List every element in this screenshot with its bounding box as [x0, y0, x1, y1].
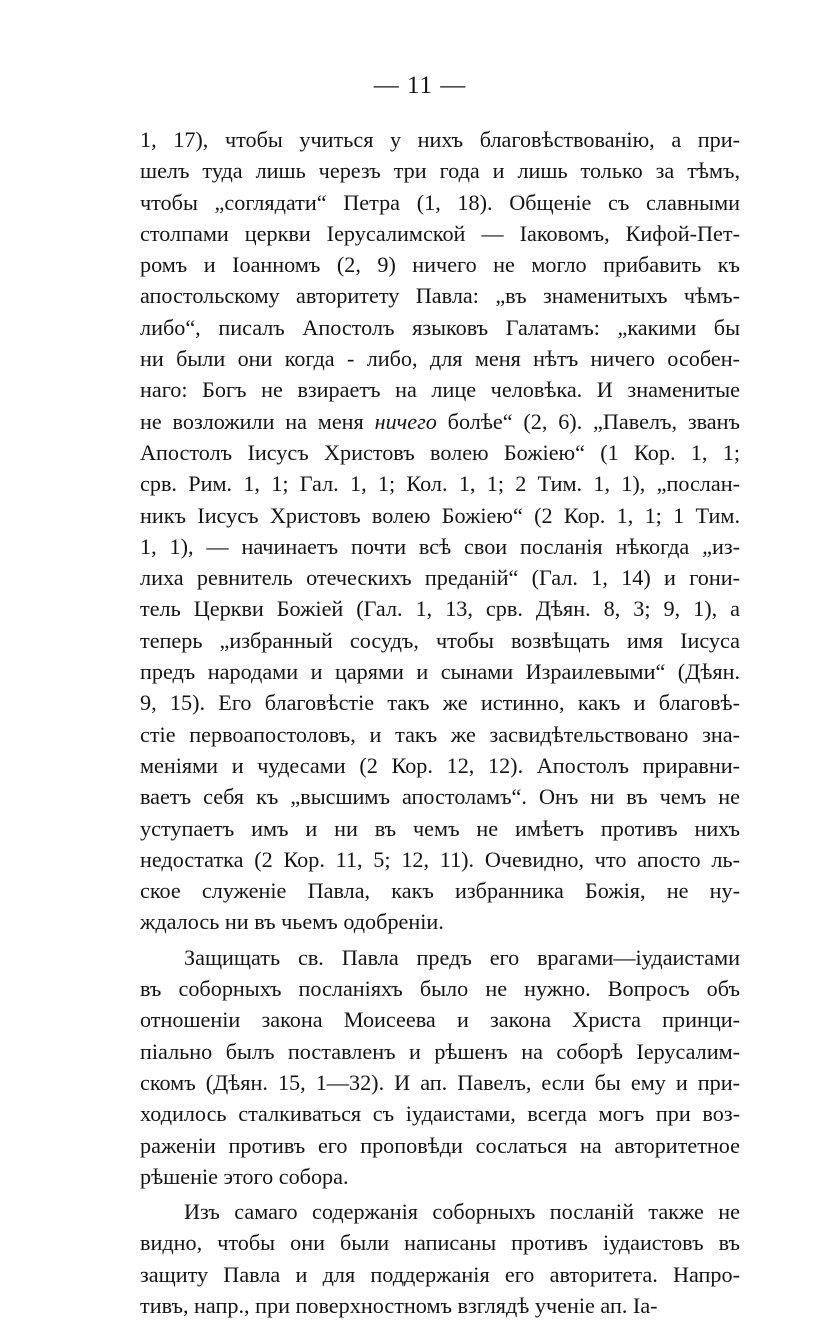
text-line: Изъ самаго содержанія соборныхъ посланій также не — [184, 1199, 740, 1225]
text-line: недостатка (2 Кор. 11, 5; 12, 11). Очевидно, что апосто ль- — [140, 846, 740, 872]
text-line: рѣшеніе этого собора. — [140, 1163, 349, 1189]
text-line: не возложили на меня ничего болѣе“ (2, 6). „Павелъ, званъ — [140, 408, 740, 434]
text-line: ваетъ себя къ „высшимъ апостоламъ“. Онъ ни въ чемъ не — [140, 784, 740, 810]
text-line: Защищать св. Павла предъ его врагами—іудаистами — [184, 944, 740, 970]
text-line: теперь „избранный сосудъ, чтобы возвѣщать имя Іисуса — [140, 627, 740, 653]
text-line: 1, 1), — начинаетъ почти всѣ свои посланія нѣкогда „из- — [140, 533, 740, 559]
text-line: піально былъ поставленъ и рѣшенъ на соборѣ Іерусалим- — [140, 1038, 740, 1064]
text-line: ходилось сталкиваться съ іудаистами, всегда могъ при воз- — [140, 1101, 740, 1127]
text-line: никъ Іисусъ Христовъ волею Божіею“ (2 Кор. 1, 1; 1 Тим. — [140, 502, 740, 528]
text-line: раженіи противъ его проповѣди сослаться на авторитетное — [140, 1132, 740, 1158]
body-text — [140, 124, 740, 1321]
paragraph — [140, 1196, 740, 1321]
text-line: срв. Рим. 1, 1; Гал. 1, 1; Кол. 1, 1; 2 Тим. 1, 1), „послан- — [140, 471, 740, 497]
text-line: защиту Павла и для поддержанія его авторитета. Напро- — [140, 1261, 740, 1287]
text-line: 9, 15). Его благовѣстіе такъ же истинно, какъ и благовѣ- — [140, 690, 740, 716]
text-line: апостольскому авторитету Павла: „въ знаменитыхъ чѣмъ- — [140, 283, 740, 309]
page-number: — 11 — — [373, 72, 467, 99]
text-line: видно, чтобы они были написаны противъ іудаистовъ въ — [140, 1230, 740, 1256]
text-line: столпами церкви Іерусалимской — Іаковомъ, Кифой-Пет- — [140, 220, 740, 246]
text-line: наго: Богъ не взираетъ на лице человѣка. И знаменитые — [140, 377, 740, 403]
text-line: тивъ, напр., при поверхностномъ взглядѣ ученіе ап. Іа- — [140, 1292, 658, 1318]
text-line: ромъ и Іоанномъ (2, 9) ничего не могло прибавить къ — [140, 252, 740, 278]
text-line: либо“, писалъ Апостолъ языковъ Галатамъ: „какими бы — [140, 314, 740, 340]
text-line: отношеніи закона Моисеева и закона Христа принци- — [140, 1007, 740, 1033]
text-line: тель Церкви Божіей (Гал. 1, 13, срв. Дѣян. 8, 3; 9, 1), а — [140, 596, 740, 622]
paragraph — [140, 942, 740, 1192]
text-line: ни были они когда - либо, для меня нѣтъ ничего особен- — [140, 346, 740, 372]
text-line: лиха ревнитель отеческихъ преданій“ (Гал. 1, 14) и гони- — [140, 565, 740, 591]
text-line: скомъ (Дѣян. 15, 1—32). И ап. Павелъ, если бы ему и при- — [140, 1069, 740, 1095]
text-line: ждалось ни въ чьемъ одобреніи. — [140, 909, 444, 935]
text-line: уступаетъ имъ и ни въ чемъ не имѣетъ противъ нихъ — [140, 815, 740, 841]
text-line: въ соборныхъ посланіяхъ было не нужно. Вопросъ объ — [140, 976, 740, 1002]
text-line: Апостолъ Іисусъ Христовъ волею Божіею“ (1 Кор. 1, 1; — [140, 439, 740, 465]
text-line: ское служеніе Павла, какъ избранника Божія, не ну- — [140, 878, 740, 904]
italic-emphasis: ничего — [374, 408, 437, 434]
paragraph — [140, 124, 740, 938]
text-line: чтобы „соглядати“ Петра (1, 18). Общеніе съ славными — [140, 189, 740, 215]
text-line: предъ народами и царями и сынами Израилевыми“ (Дѣян. — [140, 659, 740, 685]
text-line: меніями и чудесами (2 Кор. 12, 12). Апостолъ приравни- — [140, 752, 740, 778]
text-line: 1, 17), чтобы учиться у нихъ благовѣствованію, а при- — [140, 127, 740, 152]
text-line: стіе первоапостоловъ, и такъ же засвидѣтельствовано зна- — [140, 721, 740, 747]
text-line: шелъ туда лишь черезъ три года и лишь только за тѣмъ, — [140, 158, 740, 184]
